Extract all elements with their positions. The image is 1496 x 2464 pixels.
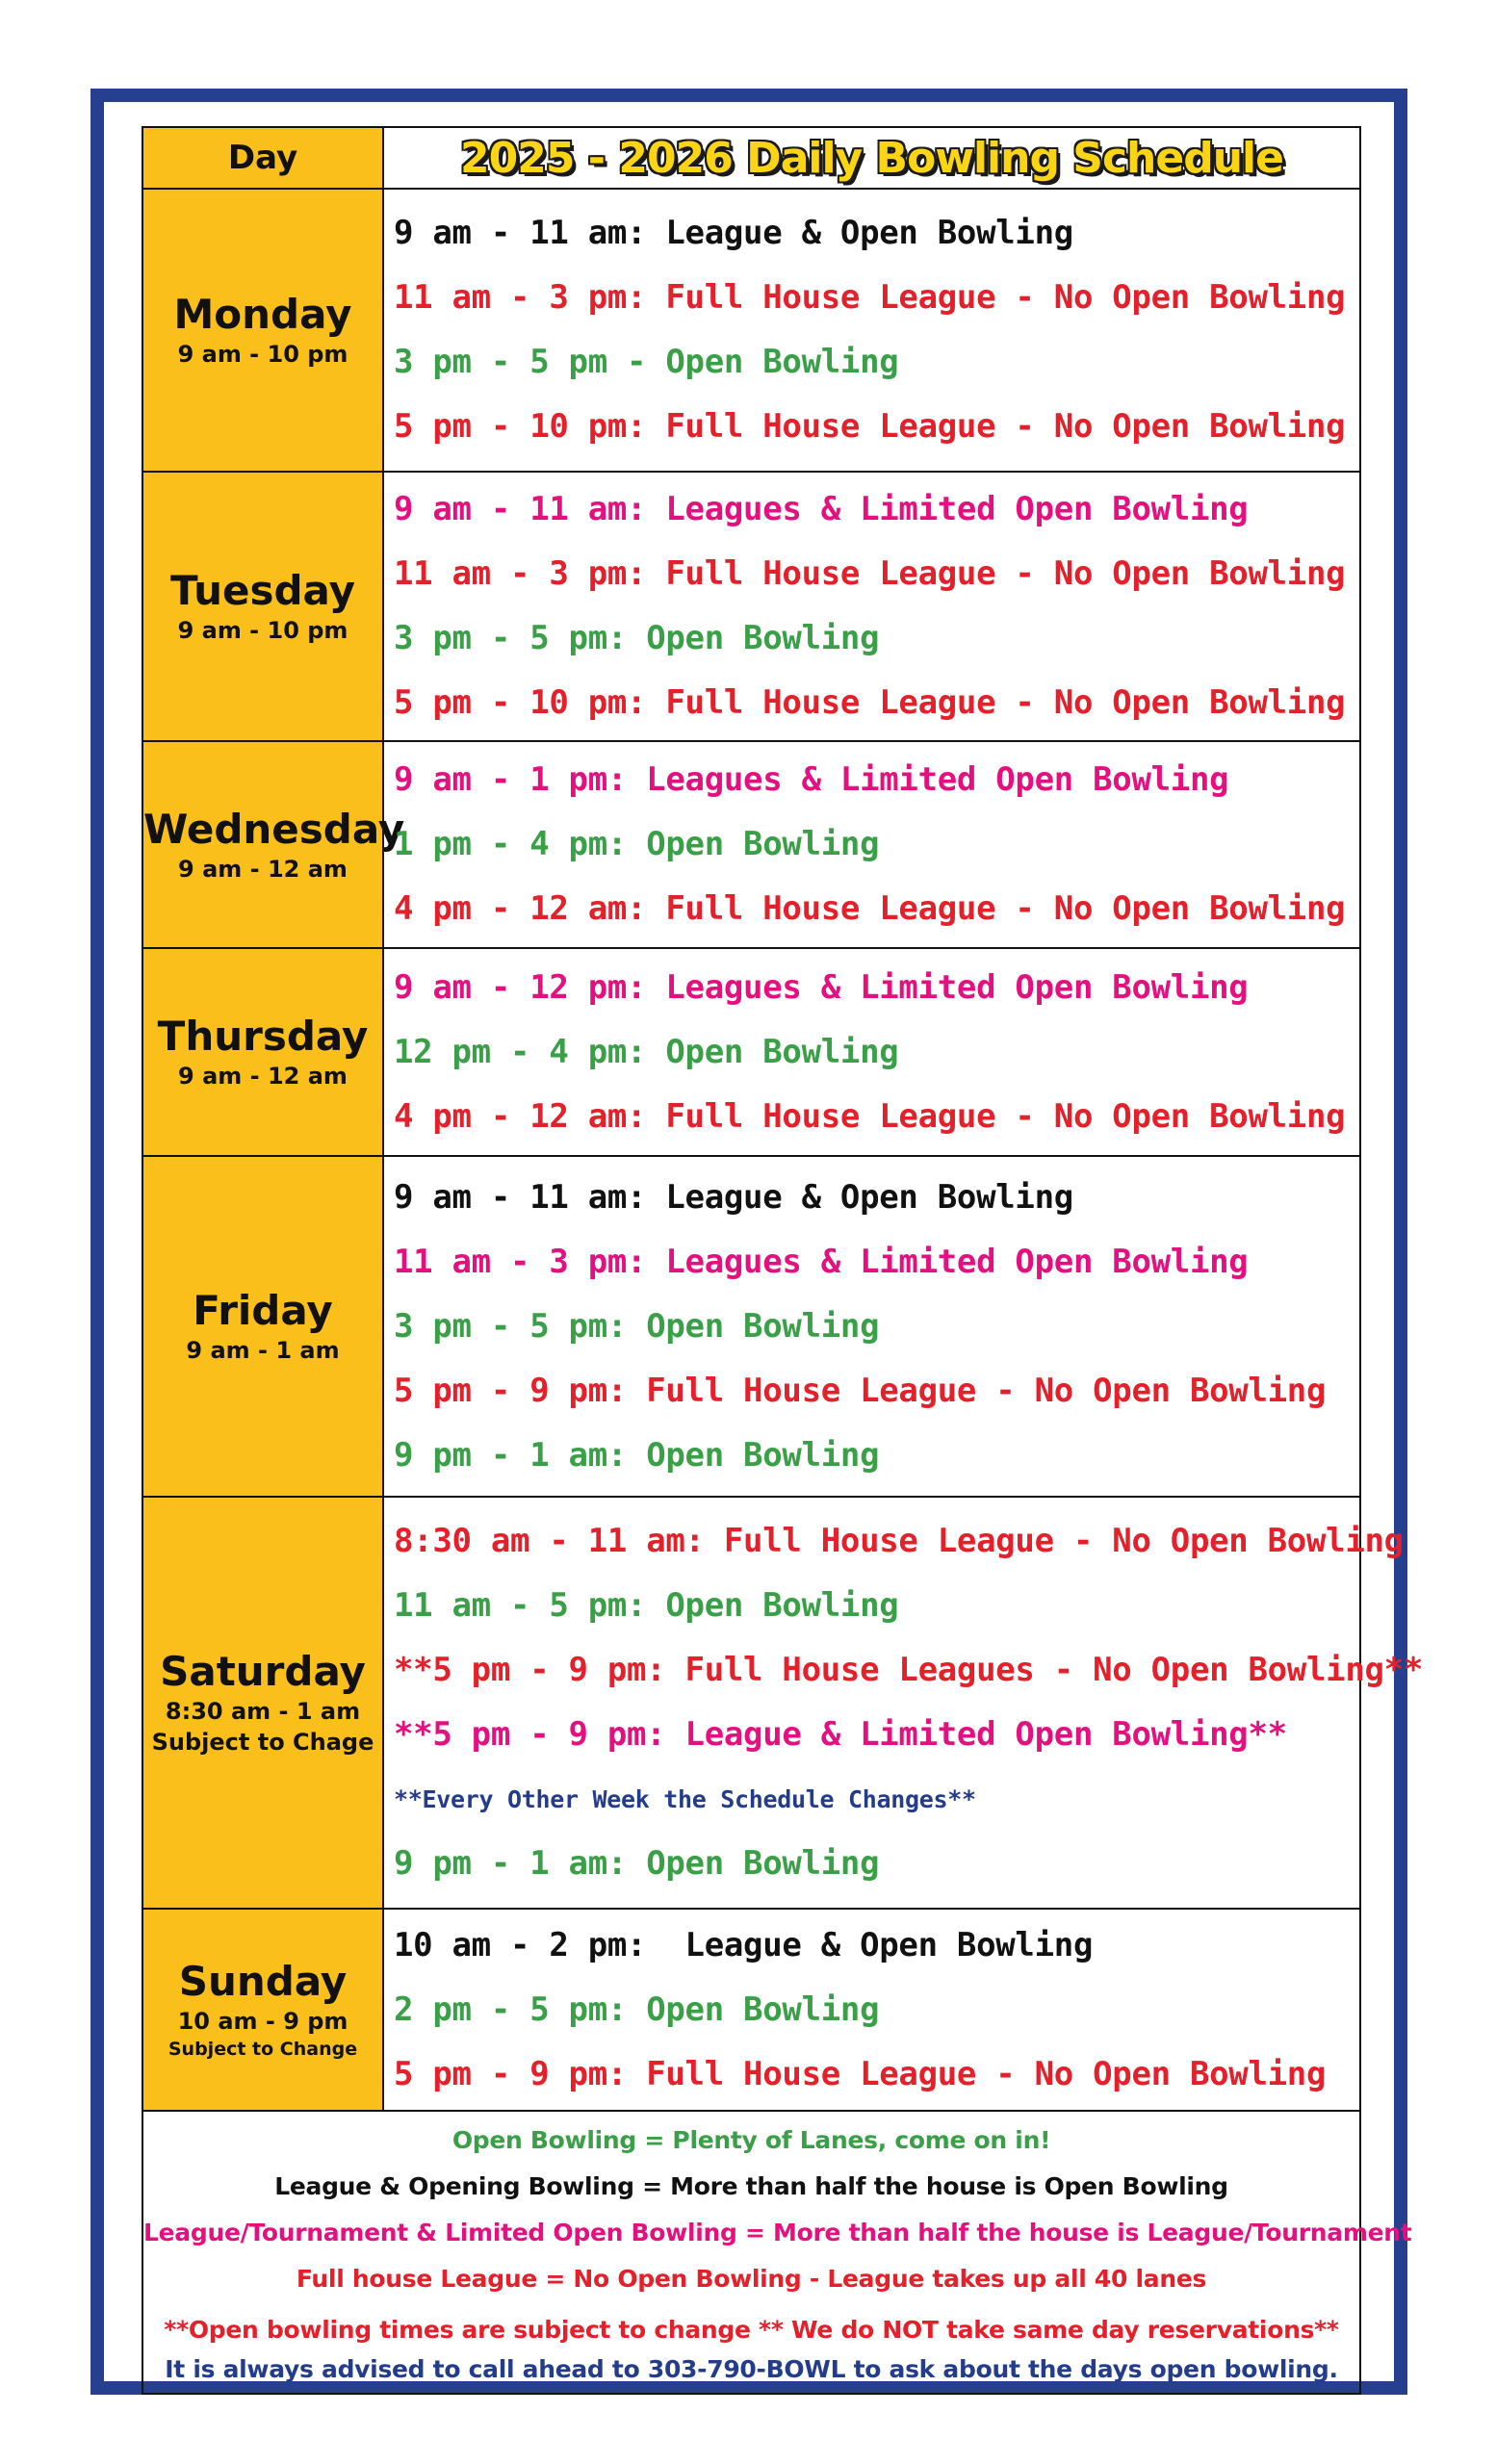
day-row-saturday xyxy=(142,1497,1360,1909)
schedule-entry: 12 pm - 4 pm: Open Bowling xyxy=(394,1032,899,1071)
day-name: Saturday xyxy=(160,1648,366,1695)
legend-row xyxy=(142,2111,1360,2394)
day-column-header: Day xyxy=(142,127,383,189)
legend-item: League/Tournament & Limited Open Bowling = More than half the house is League/Tournament xyxy=(143,2219,1412,2246)
schedule-entry: 9 am - 11 am: League & Open Bowling xyxy=(394,214,1073,252)
legend-disclaimer: **Open bowling times are subject to change ** We do NOT take same day reservations** xyxy=(164,2316,1339,2344)
day-row-tuesday xyxy=(142,472,1360,741)
schedule-entry: 3 pm - 5 pm: Open Bowling xyxy=(394,1306,880,1346)
schedule-entry: 5 pm - 9 pm: Full House League - No Open Bowling xyxy=(394,2054,1327,2093)
day-entries-tuesday xyxy=(383,472,1360,741)
schedule-entry: 9 pm - 1 am: Open Bowling xyxy=(394,1844,880,1883)
schedule-entry: 10 am - 2 pm: League & Open Bowling xyxy=(394,1925,1094,1964)
day-cell-monday xyxy=(142,189,383,472)
day-cell-thursday xyxy=(142,948,383,1156)
schedule-note: **Every Other Week the Schedule Changes** xyxy=(394,1785,976,1813)
day-note: Subject to Chage xyxy=(151,1729,374,1756)
day-entries-monday xyxy=(383,189,1360,472)
schedule-entry: 1 pm - 4 pm: Open Bowling xyxy=(394,825,880,863)
day-entries-thursday xyxy=(383,948,1360,1156)
schedule-entry: **5 pm - 9 pm: League & Limited Open Bowling** xyxy=(394,1715,1287,1754)
day-hours: 9 am - 12 am xyxy=(178,855,348,883)
schedule-entry: 9 am - 12 pm: Leagues & Limited Open Bowling xyxy=(394,967,1249,1007)
schedule-entry: 9 am - 11 am: Leagues & Limited Open Bowling xyxy=(394,490,1249,528)
day-note: Subject to Change xyxy=(168,2039,358,2060)
day-name: Thursday xyxy=(157,1013,369,1060)
schedule-entry: 9 am - 11 am: League & Open Bowling xyxy=(394,1177,1073,1217)
day-entries-friday xyxy=(383,1156,1360,1497)
schedule-table xyxy=(142,126,1423,2395)
day-cell-wednesday xyxy=(142,741,405,948)
schedule-entry: 5 pm - 10 pm: Full House League - No Open Bowling xyxy=(394,683,1346,722)
schedule-entry: 4 pm - 12 am: Full House League - No Open Bowling xyxy=(394,889,1346,928)
legend-item: Open Bowling = Plenty of Lanes, come on in! xyxy=(451,2126,1051,2154)
day-name: Friday xyxy=(193,1287,333,1334)
day-name: Wednesday xyxy=(143,805,405,853)
schedule-entry: 9 pm - 1 am: Open Bowling xyxy=(394,1435,880,1475)
day-row-monday xyxy=(142,189,1360,472)
day-name: Tuesday xyxy=(170,567,355,614)
day-hours: 9 am - 10 pm xyxy=(177,341,348,368)
day-hours: 9 am - 1 am xyxy=(186,1337,340,1364)
day-cell-sunday xyxy=(142,1909,383,2111)
legend-call-ahead: It is always advised to call ahead to 303-790-BOWL to ask about the days open bowling. xyxy=(165,2355,1338,2383)
schedule-entry: 8:30 am - 11 am: Full House League - No Open Bowling xyxy=(394,1522,1404,1560)
day-cell-saturday xyxy=(142,1497,383,1909)
schedule-entry: 4 pm - 12 am: Full House League - No Open Bowling xyxy=(394,1096,1346,1136)
schedule-entry: **5 pm - 9 pm: Full House Leagues - No Open Bowling** xyxy=(394,1651,1423,1689)
day-row-sunday xyxy=(142,1909,1360,2111)
day-hours: 8:30 am - 1 am xyxy=(165,1698,361,1725)
day-name: Sunday xyxy=(178,1958,348,2005)
day-cell-friday xyxy=(142,1156,383,1497)
day-entries-saturday xyxy=(383,1497,1423,1909)
day-hours: 10 am - 9 pm xyxy=(177,2008,348,2035)
schedule-entry: 2 pm - 5 pm: Open Bowling xyxy=(394,1989,880,2029)
schedule-entry: 5 pm - 9 pm: Full House League - No Open Bowling xyxy=(394,1371,1327,1410)
schedule-entry: 11 am - 5 pm: Open Bowling xyxy=(394,1586,899,1625)
header-row xyxy=(142,127,1360,189)
schedule-entry: 5 pm - 10 pm: Full House League - No Open Bowling xyxy=(394,407,1346,446)
day-entries-sunday xyxy=(383,1909,1360,2111)
legend-item: Full house League = No Open Bowling - League takes up all 40 lanes xyxy=(296,2265,1207,2293)
schedule-title-cell xyxy=(383,127,1360,189)
schedule-entry: 3 pm - 5 pm - Open Bowling xyxy=(394,343,899,381)
day-row-wednesday xyxy=(142,741,1360,948)
schedule-entry: 3 pm - 5 pm: Open Bowling xyxy=(394,619,880,657)
day-name: Monday xyxy=(173,291,352,338)
legend-item: League & Opening Bowling = More than half the house is Open Bowling xyxy=(274,2172,1228,2200)
day-row-thursday xyxy=(142,948,1360,1156)
legend-cell xyxy=(142,2111,1412,2394)
day-entries-wednesday xyxy=(383,741,1360,948)
schedule-entry: 11 am - 3 pm: Leagues & Limited Open Bowling xyxy=(394,1242,1249,1281)
day-cell-tuesday xyxy=(142,472,383,741)
schedule-entry: 11 am - 3 pm: Full House League - No Open Bowling xyxy=(394,554,1346,593)
day-row-friday xyxy=(142,1156,1360,1497)
day-hours: 9 am - 12 am xyxy=(178,1063,348,1090)
schedule-entry: 9 am - 1 pm: Leagues & Limited Open Bowling xyxy=(394,760,1229,799)
schedule-title: 2025 - 2026 Daily Bowling Schedule xyxy=(460,133,1283,183)
schedule-entry: 11 am - 3 pm: Full House League - No Open Bowling xyxy=(394,278,1346,317)
day-hours: 9 am - 10 pm xyxy=(177,617,348,644)
